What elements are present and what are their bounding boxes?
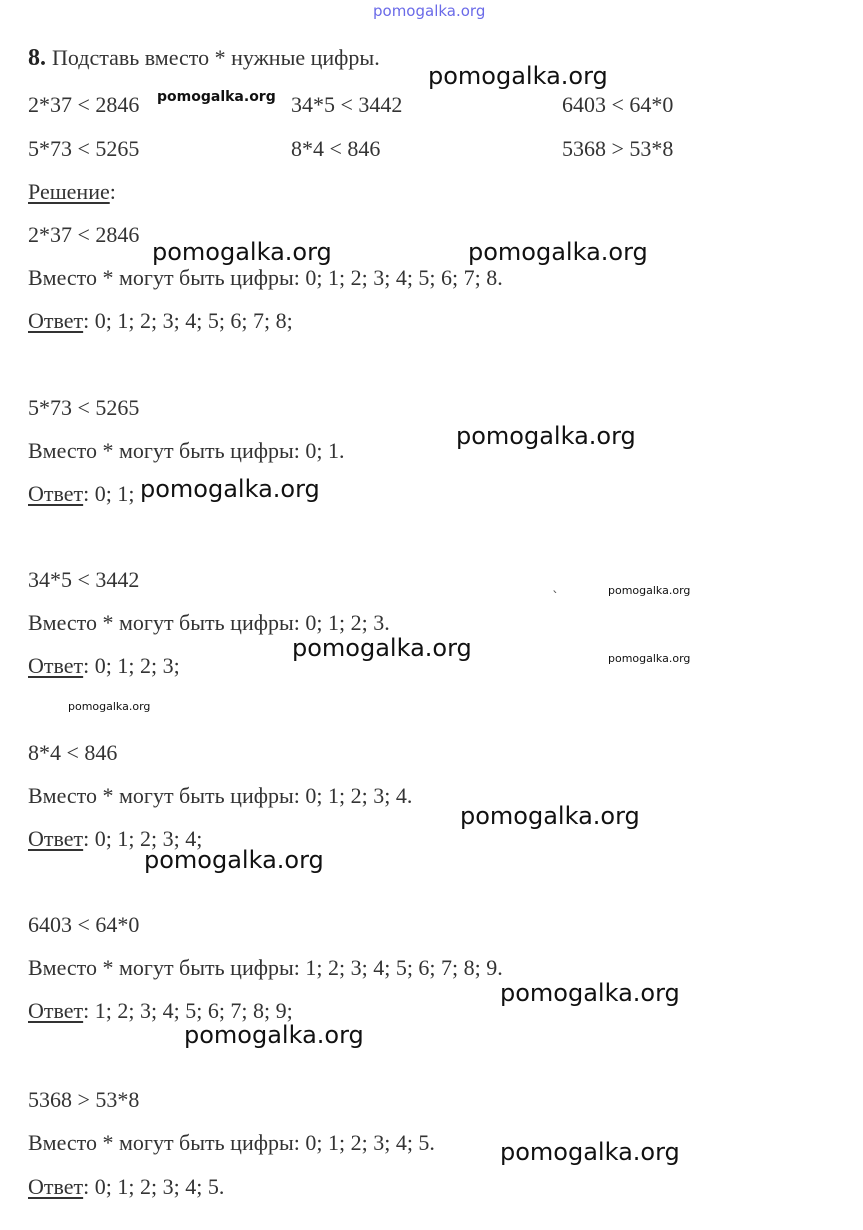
problem-4: 5*73 < 5265: [28, 136, 140, 161]
problem-1: 2*37 < 2846: [28, 92, 140, 117]
answer-value: : 0; 1;: [83, 481, 135, 506]
block-2-explanation: Вместо * могут быть цифры: 0; 1.: [28, 438, 345, 463]
block-4-explanation: Вместо * могут быть цифры: 0; 1; 2; 3; 4.: [28, 783, 413, 808]
answer-label: Ответ: [28, 1174, 84, 1199]
task-number: 8.: [28, 45, 46, 71]
watermark: pomogalka.org: [152, 238, 332, 266]
answer-value: : 0; 1; 2; 3; 4; 5; 6; 7; 8;: [83, 308, 293, 333]
block-4-expression: 8*4 < 846: [28, 740, 118, 765]
problem-2: 34*5 < 3442: [291, 92, 403, 117]
watermark: pomogalka.org: [68, 700, 151, 713]
watermark: pomogalka.org: [456, 422, 636, 450]
stray-mark: `: [552, 590, 559, 606]
answer-value: : 0; 1; 2; 3;: [83, 653, 180, 678]
answer-label: Ответ: [28, 653, 84, 678]
watermark: pomogalka.org: [140, 475, 320, 503]
answer-value: : 0; 1; 2; 3; 4;: [83, 826, 203, 851]
answer-label: Ответ: [28, 826, 84, 851]
watermark: pomogalka.org: [184, 1021, 364, 1049]
block-1-explanation: Вместо * могут быть цифры: 0; 1; 2; 3; 4; 5; 6; 7; 8.: [28, 265, 503, 290]
watermark: pomogalka.org: [292, 634, 472, 662]
watermark: pomogalka.org: [428, 62, 608, 90]
block-1-answer: [28, 308, 293, 334]
watermark: pomogalka.org: [468, 238, 648, 266]
block-6-explanation: Вместо * могут быть цифры: 0; 1; 2; 3; 4; 5.: [28, 1130, 435, 1155]
block-5-expression: 6403 < 64*0: [28, 912, 140, 937]
watermark-top: pomogalka.org: [373, 2, 486, 20]
solution-colon: :: [109, 179, 116, 204]
problem-5: 8*4 < 846: [291, 136, 381, 161]
block-5-explanation: Вместо * могут быть цифры: 1; 2; 3; 4; 5; 6; 7; 8; 9.: [28, 955, 503, 980]
answer-value: : 1; 2; 3; 4; 5; 6; 7; 8; 9;: [83, 998, 293, 1023]
block-3-explanation: Вместо * могут быть цифры: 0; 1; 2; 3.: [28, 610, 390, 635]
watermark: pomogalka.org: [460, 802, 640, 830]
task-instruction: Подставь вместо * нужные цифры.: [52, 45, 380, 70]
block-2-expression: 5*73 < 5265: [28, 395, 140, 420]
block-3-expression: 34*5 < 3442: [28, 567, 140, 592]
block-2-answer: [28, 481, 134, 507]
answer-value: : 0; 1; 2; 3; 4; 5.: [83, 1174, 225, 1199]
task-heading: [28, 44, 380, 72]
watermark: pomogalka.org: [157, 89, 276, 105]
problem-6: 5368 > 53*8: [562, 136, 674, 161]
answer-label: Ответ: [28, 998, 84, 1023]
answer-label: Ответ: [28, 308, 84, 333]
watermark: pomogalka.org: [608, 584, 691, 597]
solution-heading: [28, 179, 116, 205]
solution-label: Решение: [28, 179, 110, 204]
block-3-answer: [28, 653, 180, 679]
watermark: pomogalka.org: [608, 652, 691, 665]
answer-label: Ответ: [28, 481, 84, 506]
block-1-expression: 2*37 < 2846: [28, 222, 140, 247]
watermark: pomogalka.org: [500, 1138, 680, 1166]
watermark: pomogalka.org: [500, 979, 680, 1007]
block-6-expression: 5368 > 53*8: [28, 1087, 140, 1112]
problem-3: 6403 < 64*0: [562, 92, 674, 117]
block-6-answer: [28, 1174, 224, 1200]
watermark: pomogalka.org: [144, 846, 324, 874]
